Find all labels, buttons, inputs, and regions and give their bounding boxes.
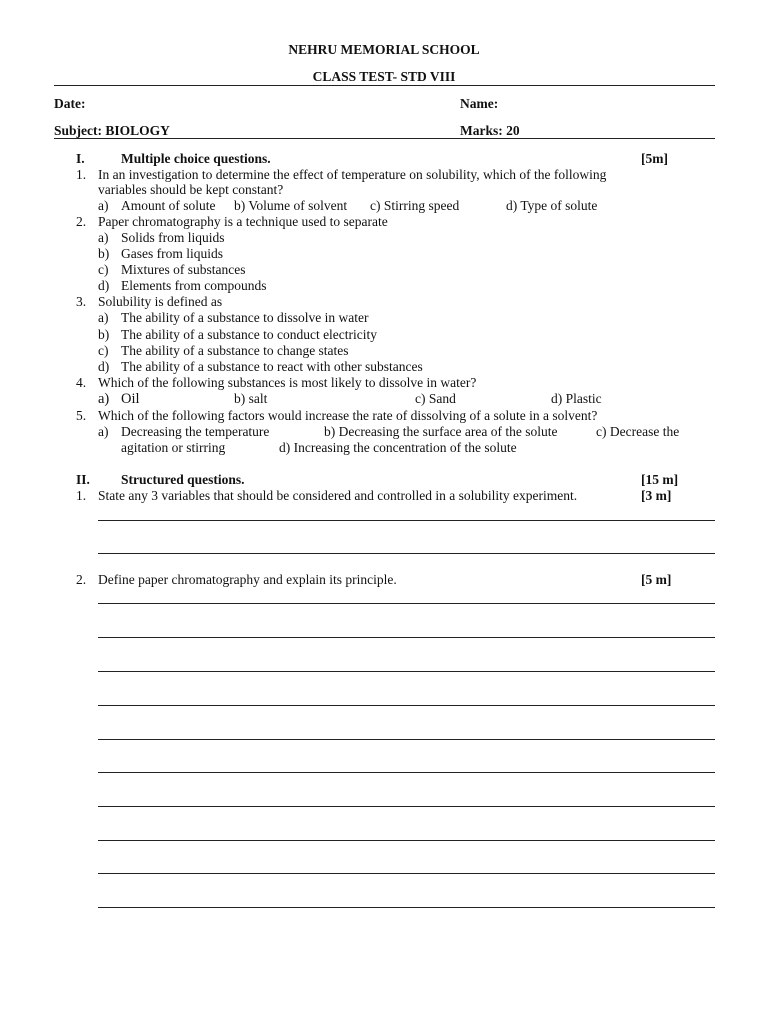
mcq3-option-a: The ability of a substance to dissolve in water — [121, 310, 369, 325]
mcq3-number: 3. — [76, 294, 87, 309]
mcq3-option-c-label: c) — [98, 343, 109, 358]
answer-line — [98, 772, 715, 773]
answer-line — [98, 907, 715, 908]
mcq4-number: 4. — [76, 375, 87, 390]
section1-marks: [5m] — [641, 151, 668, 166]
mcq1-text-line2: variables should be kept constant? — [98, 182, 284, 197]
mcq1-option-a: Amount of solute — [121, 198, 216, 213]
mcq1-option-b: b) Volume of solvent — [234, 198, 348, 213]
name-label: Name: — [460, 96, 499, 111]
mcq2-option-a-label: a) — [98, 230, 109, 245]
mcq3-option-b: The ability of a substance to conduct electricity — [121, 327, 378, 342]
mcq2-option-d-label: d) — [98, 278, 110, 293]
mcq4-text: Which of the following substances is most likely to dissolve in water? — [98, 375, 477, 390]
mcq3-option-b-label: b) — [98, 327, 110, 342]
mcq5-text: Which of the following factors would increase the rate of dissolving of a solute in a solvent? — [98, 408, 598, 423]
subject-label: Subject: BIOLOGY — [54, 123, 170, 138]
mcq1-option-d: d) Type of solute — [506, 198, 598, 213]
mcq1-text-line1: In an investigation to determine the effect of temperature on solubility, which of the following — [98, 167, 607, 182]
answer-line — [98, 873, 715, 874]
mcq5-option-b: b) Decreasing the surface area of the solute — [324, 424, 558, 439]
section2-title: Structured questions. — [121, 472, 245, 487]
date-label: Date: — [54, 96, 86, 111]
mcq5-option-d: d) Increasing the concentration of the solute — [279, 440, 517, 455]
sq1-marks: [3 m] — [641, 488, 672, 503]
mcq2-number: 2. — [76, 214, 87, 229]
mcq2-option-c: Mixtures of substances — [121, 262, 246, 277]
header-rule-top — [54, 85, 715, 86]
mcq2-option-a: Solids from liquids — [121, 230, 225, 245]
answer-line — [98, 637, 715, 638]
mcq2-text: Paper chromatography is a technique used to separate — [98, 214, 388, 229]
sq1-number: 1. — [76, 488, 87, 503]
sq2-number: 2. — [76, 572, 87, 587]
section2-numeral: II. — [76, 472, 90, 487]
mcq2-option-b-label: b) — [98, 246, 110, 261]
mcq4-option-b: b) salt — [234, 391, 268, 406]
mcq2-option-c-label: c) — [98, 262, 109, 277]
mcq1-option-a-label: a) — [98, 198, 109, 213]
header-rule-bottom — [54, 138, 715, 139]
mcq4-option-a-label: a) — [98, 391, 110, 407]
mcq5-option-a-label: a) — [98, 424, 109, 439]
answer-line — [98, 840, 715, 841]
marks-label: Marks: 20 — [460, 123, 520, 138]
answer-line — [98, 739, 715, 740]
mcq3-option-c: The ability of a substance to change states — [121, 343, 349, 358]
answer-line — [98, 806, 715, 807]
mcq5-option-a: Decreasing the temperature — [121, 424, 270, 439]
answer-line — [98, 553, 715, 554]
mcq3-option-d: The ability of a substance to react with other substances — [121, 359, 423, 374]
section1-numeral: I. — [76, 151, 85, 166]
mcq5-option-c-cont: agitation or stirring — [121, 440, 226, 455]
mcq5-number: 5. — [76, 408, 87, 423]
mcq1-number: 1. — [76, 167, 87, 182]
mcq2-option-b: Gases from liquids — [121, 246, 223, 261]
answer-line — [98, 603, 715, 604]
school-name: NEHRU MEMORIAL SCHOOL — [288, 42, 480, 57]
mcq3-text: Solubility is defined as — [98, 294, 223, 309]
sq1-text: State any 3 variables that should be considered and controlled in a solubility experiment. — [98, 488, 578, 503]
section2-marks: [15 m] — [641, 472, 679, 487]
mcq1-option-c: c) Stirring speed — [370, 198, 460, 213]
mcq3-option-d-label: d) — [98, 359, 110, 374]
section1-title: Multiple choice questions. — [121, 151, 271, 166]
mcq4-option-c: c) Sand — [415, 391, 456, 406]
mcq5-option-c: c) Decrease the — [596, 424, 680, 439]
mcq4-option-d: d) Plastic — [551, 391, 602, 406]
sq2-marks: [5 m] — [641, 572, 672, 587]
sq2-text: Define paper chromatography and explain its principle. — [98, 572, 397, 587]
answer-line — [98, 671, 715, 672]
answer-line — [98, 705, 715, 706]
mcq4-option-a: Oil — [121, 391, 140, 407]
mcq2-option-d: Elements from compounds — [121, 278, 267, 293]
answer-line — [98, 520, 715, 521]
test-title: CLASS TEST- STD VIII — [312, 69, 456, 84]
mcq3-option-a-label: a) — [98, 310, 109, 325]
